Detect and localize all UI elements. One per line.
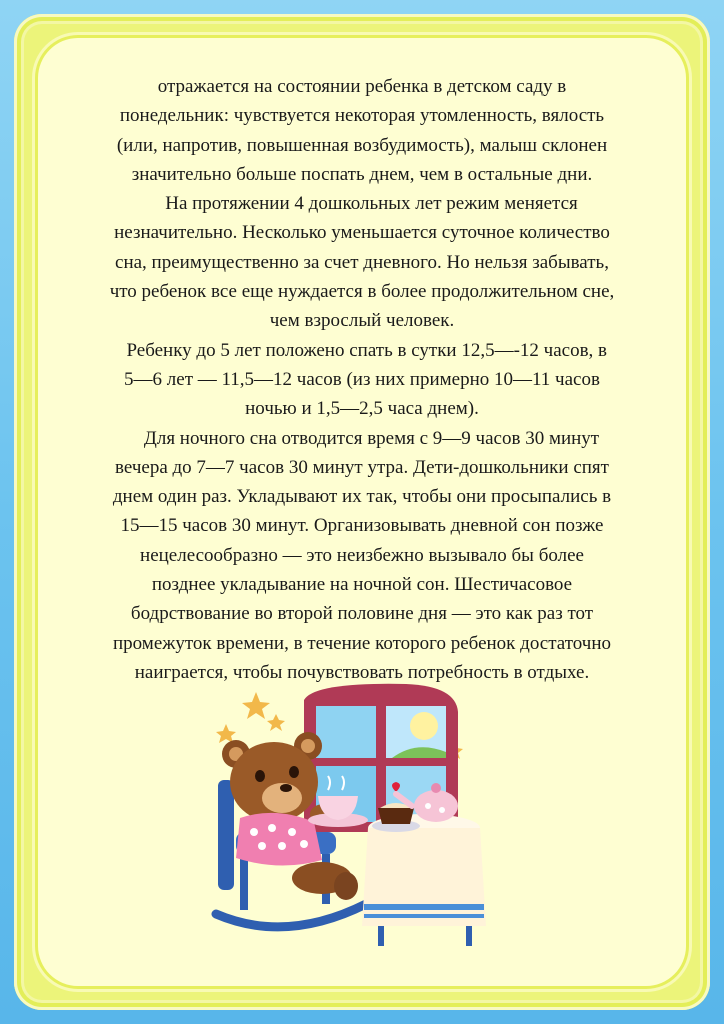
text-line: незначительно. Несколько уменьшается суточное количество — [114, 222, 610, 244]
text-line: вечера до 7—7 часов 30 минут утра. Дети-дошкольники спят — [115, 456, 609, 478]
text-line: ночью и 1,5—2,5 часа днем). — [245, 398, 479, 420]
text-line: днем один раз. Укладывают их так, чтобы они просыпались в — [112, 486, 612, 508]
text-line: 5—6 лет — 11,5—12 часов (из них примерно 10—11 часов — [124, 368, 600, 390]
table — [362, 814, 486, 946]
text-line: промежуток времени, в течение которого ребенок достаточно — [112, 632, 612, 654]
text-line: 15—15 часов 30 минут. Организовывать дневной сон позже — [120, 515, 604, 537]
illustration-svg — [196, 682, 496, 952]
text-line: понедельник: чувствуется некоторая утомленность, вялость — [119, 105, 605, 127]
text-line: чем взрослый человек. — [269, 310, 455, 332]
text-line: нецелесообразно — это неизбежно вызывало бы более — [140, 544, 584, 566]
text-line: сна, преимущественно за счет дневного. Но нельзя забывать, — [115, 251, 609, 273]
text-line: значительно больше поспать днем, чем в остальные дни. — [131, 163, 593, 185]
text-line: позднее укладывание на ночной сон. Шестичасовое — [151, 574, 573, 596]
text-line: Для ночного сна отводится время с 9—9 часов 30 минут — [124, 427, 600, 449]
text-line: (или, напротив, повышенная возбудимость), малыш склонен — [116, 134, 608, 156]
text-line: Ребенку до 5 лет положено спать в сутки 12,5—-12 часов, в — [116, 339, 608, 361]
article-text — [62, 72, 662, 687]
text-line: На протяжении 4 дошкольных лет режим меняется — [146, 193, 578, 215]
text-line: отражается на состоянии ребенка в детском саду в — [157, 76, 567, 97]
text-line: бодрствование во второй половине дня — это как раз тот — [130, 603, 594, 625]
text-line: что ребенок все еще нуждается в более продолжительном сне, — [109, 281, 615, 303]
text-line: наиграется, чтобы почувствовать потребность в отдыхе. — [134, 661, 590, 683]
teddy-bear-tea-party-illustration — [196, 682, 496, 952]
